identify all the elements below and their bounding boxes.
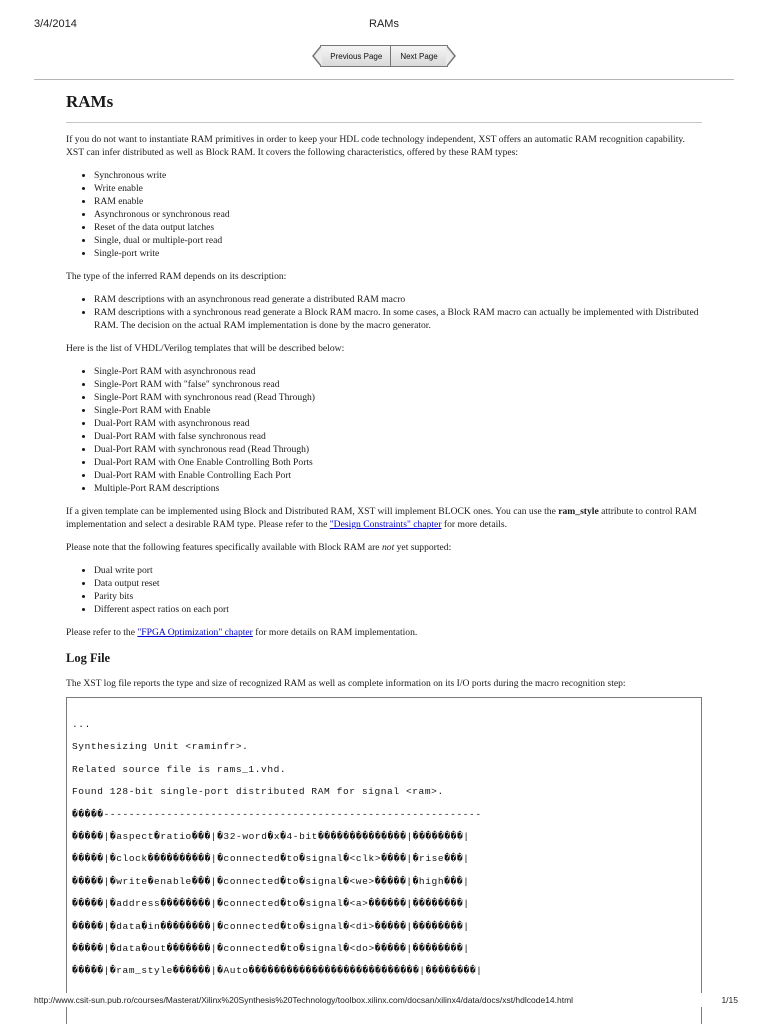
characteristic-item: • Single, dual or multiple-port read bbox=[94, 234, 702, 247]
fpga-optimization-link[interactable]: "FPGA Optimization" chapter bbox=[137, 627, 253, 638]
code-line: �����|�aspect�ratio���|�32-word�x�4-bit��������������|��������| bbox=[72, 830, 470, 842]
refer-paragraph bbox=[66, 626, 702, 639]
top-divider bbox=[34, 79, 734, 80]
refer-text-1: Please refer to the bbox=[66, 627, 138, 638]
block-ram-text-1: If a given template can be implemented using Block and Distributed RAM, XST will implement BLOCK ones. You can use the bbox=[66, 506, 559, 517]
refer-text-2: for more details on RAM implementation. bbox=[252, 627, 418, 638]
page-navigation bbox=[0, 45, 768, 67]
ram-type-item: • RAM descriptions with an asynchronous read generate a distributed RAM macro bbox=[94, 293, 702, 306]
characteristic-item: • Synchronous write bbox=[94, 169, 702, 182]
block-ram-text-3: for more details. bbox=[441, 519, 508, 530]
unsupported-features-list bbox=[66, 564, 702, 616]
code-line: Related source file is rams_1.vhd. bbox=[72, 763, 287, 775]
code-line: �����|�data�out�������|�connected�to�signal�<do>�����|��������| bbox=[72, 942, 470, 954]
ram-type-item: • RAM descriptions with a synchronous read generate a Block RAM macro. In some cases, a Block RAM macro can actually be implemented with Distributed RAM. The decision on the actual RAM implementation is done by the macro generator. bbox=[94, 306, 702, 332]
type-intro-paragraph: The type of the inferred RAM depends on its description: bbox=[66, 271, 287, 282]
template-item: • Multiple-Port RAM descriptions bbox=[94, 482, 702, 495]
template-item: • Single-Port RAM with synchronous read (Read Through) bbox=[94, 391, 702, 404]
print-date: 3/4/2014 bbox=[34, 18, 77, 30]
design-constraints-link[interactable]: "Design Constraints" chapter bbox=[329, 519, 442, 530]
code-line: Synthesizing Unit <raminfr>. bbox=[72, 741, 249, 753]
characteristic-item: • Write enable bbox=[94, 182, 702, 195]
unsupported-feature-item: • Dual write port bbox=[94, 564, 702, 577]
templates-intro-paragraph: Here is the list of VHDL/Verilog templates that will be described below: bbox=[66, 343, 345, 354]
characteristics-list bbox=[66, 169, 702, 260]
unsupported-text-1: Please note that the following features specifically available with Block RAM are bbox=[66, 542, 382, 553]
block-ram-text-2: attribute to control RAM implementation and select a desirable RAM type. Please refer to the bbox=[66, 506, 697, 530]
template-item: • Dual-Port RAM with synchronous read (Read Through) bbox=[94, 443, 702, 456]
ram-type-list bbox=[66, 293, 702, 332]
code-line: �����|�clock����������|�connected�to�signal�<clk>����|�rise���| bbox=[72, 853, 470, 865]
print-url: http://www.csit-sun.pub.ro/courses/Masterat/Xilinx%20Synthesis%20Technology/toolbox.xilinx.com/docsan/xilinx4/data/docs/xst/hdlcode14.html bbox=[34, 995, 574, 1005]
print-footer bbox=[34, 993, 738, 1007]
unsupported-feature-item: • Data output reset bbox=[94, 577, 702, 590]
code-line: �����------------------------------------------------------------ bbox=[72, 808, 482, 820]
code-line: �����|�address��������|�connected�to�signal�<a>������|��������| bbox=[72, 898, 470, 910]
template-item: • Dual-Port RAM with Enable Controlling Each Port bbox=[94, 469, 702, 482]
template-item: • Dual-Port RAM with asynchronous read bbox=[94, 417, 702, 430]
unsupported-emphasis: not bbox=[381, 542, 395, 553]
print-title: RAMs bbox=[369, 18, 399, 30]
unsupported-feature-item: • Different aspect ratios on each port bbox=[94, 603, 702, 616]
log-code-block bbox=[66, 697, 702, 1024]
characteristic-item: • Asynchronous or synchronous read bbox=[94, 208, 702, 221]
unsupported-text-2: yet supported: bbox=[394, 542, 452, 553]
characteristic-item: • RAM enable bbox=[94, 195, 702, 208]
characteristic-item: • Single-port write bbox=[94, 247, 702, 260]
main-content bbox=[66, 92, 702, 700]
unsupported-intro-paragraph bbox=[66, 541, 702, 554]
previous-page-button[interactable]: Previous Page bbox=[320, 45, 392, 67]
template-item: • Single-Port RAM with "false" synchronous read bbox=[94, 378, 702, 391]
code-line: �����|�write�enable���|�connected�to�signal�<we>�����|�high���| bbox=[72, 875, 470, 887]
code-line: �����|�ram_style������|�Auto���������������������������|��������| bbox=[72, 965, 483, 977]
log-intro-paragraph: The XST log file reports the type and size of recognized RAM as well as complete information on its I/O ports during the macro recognition step: bbox=[66, 678, 626, 689]
code-line: �����|�data�in��������|�connected�to�signal�<di>�����|��������| bbox=[72, 920, 470, 932]
template-item: • Single-Port RAM with asynchronous read bbox=[94, 365, 702, 378]
print-page-number: 1/15 bbox=[721, 995, 738, 1005]
templates-list bbox=[66, 365, 702, 495]
next-page-button[interactable]: Next Page bbox=[390, 45, 447, 67]
page-title: RAMs bbox=[66, 92, 702, 123]
template-item: • Single-Port RAM with Enable bbox=[94, 404, 702, 417]
log-file-heading: Log File bbox=[66, 651, 111, 665]
code-line: ... bbox=[72, 719, 91, 730]
intro-paragraph: If you do not want to instantiate RAM primitives in order to keep your HDL code technology independent, XST offers an automatic RAM recognition capability. XST can infer distributed as well as Block RAM. It covers the following characteristics, offered by these RAM types: bbox=[66, 134, 685, 158]
template-item: • Dual-Port RAM with One Enable Controlling Both Ports bbox=[94, 456, 702, 469]
template-item: • Dual-Port RAM with false synchronous read bbox=[94, 430, 702, 443]
characteristic-item: • Reset of the data output latches bbox=[94, 221, 702, 234]
block-ram-paragraph bbox=[66, 505, 702, 531]
unsupported-feature-item: • Parity bits bbox=[94, 590, 702, 603]
code-line: Found 128-bit single-port distributed RAM for signal <ram>. bbox=[72, 786, 444, 798]
ram-style-attribute: ram_style bbox=[558, 506, 599, 517]
